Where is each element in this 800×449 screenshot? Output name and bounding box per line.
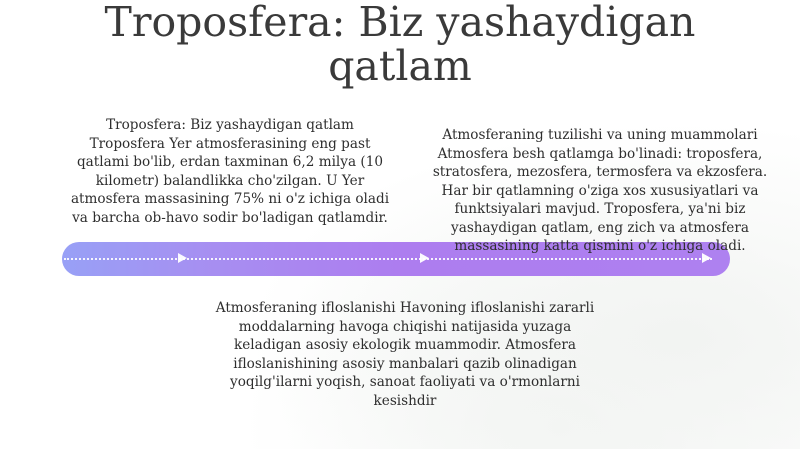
timeline-arrow-icon [420, 253, 429, 263]
slide-title: Troposfera: Biz yashaydigan qatlam [104, 0, 696, 90]
troposphere-text-block: Troposfera: Biz yashaydigan qatlam Troposfera Yer atmosferasining eng past qatlami bo'lib, erdan taxminan 6,2 milya (10 kilometr) balandlikka cho'zilgan. U Yer atmosfera massasining 75% ni o'z ichiga oladi va barcha ob-havo sodir bo'ladigan qatlamdir. [70, 117, 390, 226]
timeline-arrow-icon [178, 253, 187, 263]
atmosphere-structure-text-block: Atmosferaning tuzilishi va uning muammolari Atmosfera besh qatlamga bo'linadi: troposfera, stratosfera, mezosfera, termosfera va ekzosfera. Har bir qatlamning o'ziga xos xususiyatlari va funktsiyalari mavjud. Troposfera, ya'ni biz yashaydigan qatlam, eng zich va atmosfera massasining katta qismini o'z ichiga oladi. [432, 127, 768, 254]
atmosphere-pollution-text-block: Atmosferaning ifloslanishi Havoning ifloslanishi zararli moddalarning havoga chiqishi natijasida yuzaga keladigan asosiy ekologik muammodir. Atmosfera ifloslanishining asosiy manbalari qazib olinadigan yoqilg'ilarni yoqish, sanoat faoliyati va o'rmonlarni kesishdir [215, 300, 595, 409]
timeline-dotted-line [64, 258, 712, 260]
